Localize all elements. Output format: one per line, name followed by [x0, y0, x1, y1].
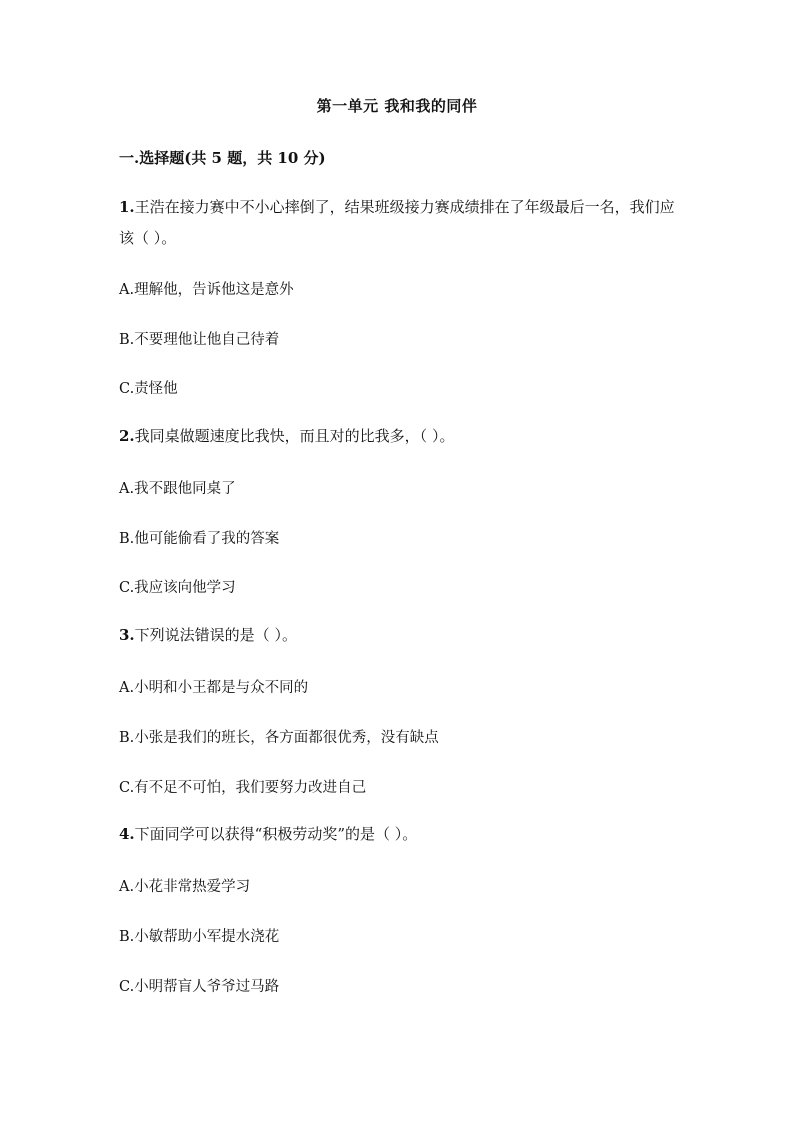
question-text: 下列说法错误的是（ ）。 — [134, 626, 297, 644]
question-text: 我同桌做题速度比我快，而且对的比我多，（ ）。 — [134, 427, 455, 445]
question-4 — [119, 819, 689, 850]
option-3a: A.小明和小王都是与众不同的 — [119, 680, 309, 696]
option-1c: C.责怪他 — [119, 381, 178, 397]
option-1b: B.不要理他让他自己待着 — [119, 332, 280, 348]
question-3 — [119, 620, 689, 651]
option-2c: C.我应该向他学习 — [119, 580, 236, 596]
page-title: 第一单元 我和我的同伴 — [316, 97, 478, 115]
option-4c: C.小明帮盲人爷爷过马路 — [119, 979, 280, 995]
option-1a: A.理解他，告诉他这是意外 — [119, 282, 294, 298]
question-number: 2. — [119, 427, 135, 445]
option-4b: B.小敏帮助小军提水浇花 — [119, 929, 280, 945]
question-2 — [119, 421, 689, 452]
option-2b: B.他可能偷看了我的答案 — [119, 531, 280, 547]
question-number: 3. — [119, 626, 135, 644]
section-heading: 一.选择题(共 5 题，共 10 分) — [119, 149, 326, 167]
question-number: 1. — [119, 198, 135, 216]
option-3c: C.有不足不可怕，我们要努力改进自己 — [119, 780, 367, 796]
option-4a: A.小花非常热爱学习 — [119, 879, 251, 895]
option-2a: A.我不跟他同桌了 — [119, 481, 236, 497]
question-text: 下面同学可以获得“积极劳动奖”的是（ ）。 — [134, 825, 418, 843]
option-3b: B.小张是我们的班长，各方面都很优秀，没有缺点 — [119, 730, 439, 746]
question-number: 4. — [119, 825, 135, 843]
question-1 — [119, 192, 689, 254]
question-text: 王浩在接力赛中不小心摔倒了，结果班级接力赛成绩排在了年级最后一名，我们应该（ ）。 — [119, 198, 675, 247]
